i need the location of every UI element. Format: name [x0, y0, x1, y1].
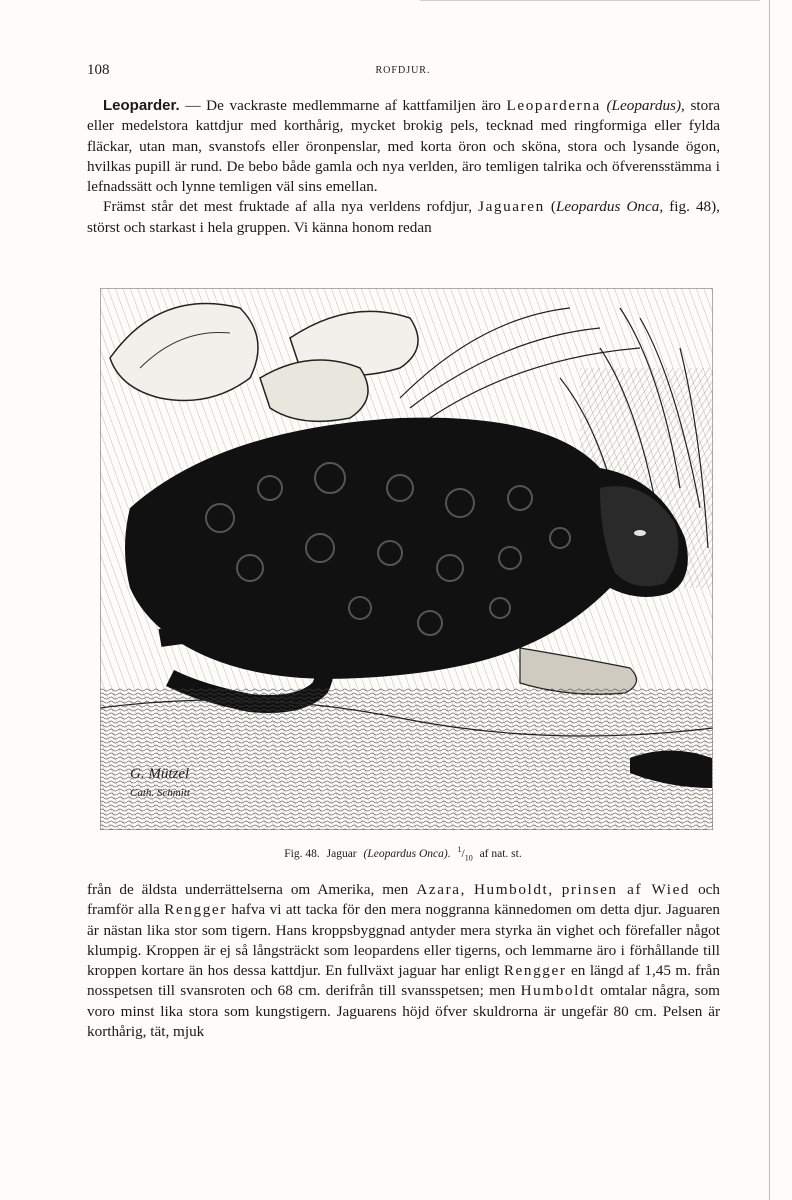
c-text-3: hafva vi att tacka för den mera noggranna kännedomen om detta djur. Jaguaren är nästan lika stor som tigern. Hans kroppsbyggnad antyder mera styrka än vighet och förefaller något klumpig. Kroppen är ej så långsträckt som leopardens eller tigerns, och lemmarne äro i förhållande till kroppen kortare än hos dessa kattdjur. En fullväxt jaguar har enligt [87, 901, 720, 980]
caption-scale: $^1/_{10}$ [457, 845, 473, 863]
p2-text-b: ( [544, 198, 556, 216]
p1-text-a: — De vackraste medlemmarne af kattfamiljen äro [179, 97, 507, 114]
page-edge-line [769, 0, 770, 1200]
engraver-signature-b: Cath. Schmitt [130, 787, 190, 799]
lead-word: Leoparder. [103, 97, 180, 114]
c-text-2: och framför alla [87, 881, 721, 919]
continued-text [87, 880, 720, 1042]
p1-text-b: stora eller medelstora kattdjur med korthårig, mycket brokig pels, tecknad med ringformiga eller fylda fläckar, utan man, svanstofs eller öronpenslar, med korta öron och sköna, stora och lysande ögon, hvilkas pupill är rund. De bebo både gamla och nya verlden, äro temligen talrika och öfverensstämma i lefnadssätt och lynne temligen väl sins emellan. [87, 97, 720, 196]
name-rengger-2: Rengger [503, 962, 567, 980]
caption-suffix: af nat. st. [479, 847, 522, 860]
page-header [87, 62, 719, 82]
name-prinsen-af-wied: prinsen af Wied [561, 881, 691, 898]
paragraph-leoparder [87, 96, 720, 197]
c-text-5: omtalar några, som voro minst lika stora som kungstigern. Jaguarens höjd öfver skuldrorna är ungefär 80 cm. Pelsen är korthårig, tät, mjuk [87, 982, 720, 1041]
paragraph-jaguaren [87, 197, 720, 238]
top-scan-line [420, 0, 760, 1]
name-humboldt: Humboldt, [473, 881, 554, 898]
name-humboldt-2: Humboldt [520, 982, 595, 1000]
intro-text [87, 96, 720, 238]
figure-caption [87, 845, 719, 862]
engraver-signature-a: G. Mützel [130, 766, 190, 782]
p2-spaced-term: Jaguaren [478, 198, 545, 216]
paragraph-continued [87, 880, 720, 1042]
p1-spaced-term: Leoparderna [506, 97, 601, 114]
name-rengger: Rengger [164, 901, 227, 919]
caption-name: Jaguar [326, 847, 357, 860]
c-text-4: en längd af 1,45 m. från nosspetsen till svansroten och 68 cm. derifrån till svansspetsen; men [87, 962, 720, 1000]
c-text-1: från de äldsta underrättelserna om Amerika, men [87, 881, 417, 898]
p2-italic-term: Leopardus Onca, [555, 198, 664, 216]
caption-latin: (Leopardus Onca). [363, 847, 451, 860]
caption-prefix: Fig. 48. [284, 847, 320, 860]
p1-italic-term: (Leopardus), [606, 97, 685, 114]
name-azara: Azara, [416, 881, 466, 898]
p2-text-c: fig. 48), störst och starkast i hela gruppen. Vi känna honom redan [87, 198, 720, 236]
p2-text-a: Främst står det mest fruktade af alla nya verldens rofdjur, [103, 198, 479, 216]
jaguar-engraving [100, 288, 713, 830]
running-head: ROFDJUR. [375, 65, 431, 76]
page-number: 108 [87, 62, 110, 78]
